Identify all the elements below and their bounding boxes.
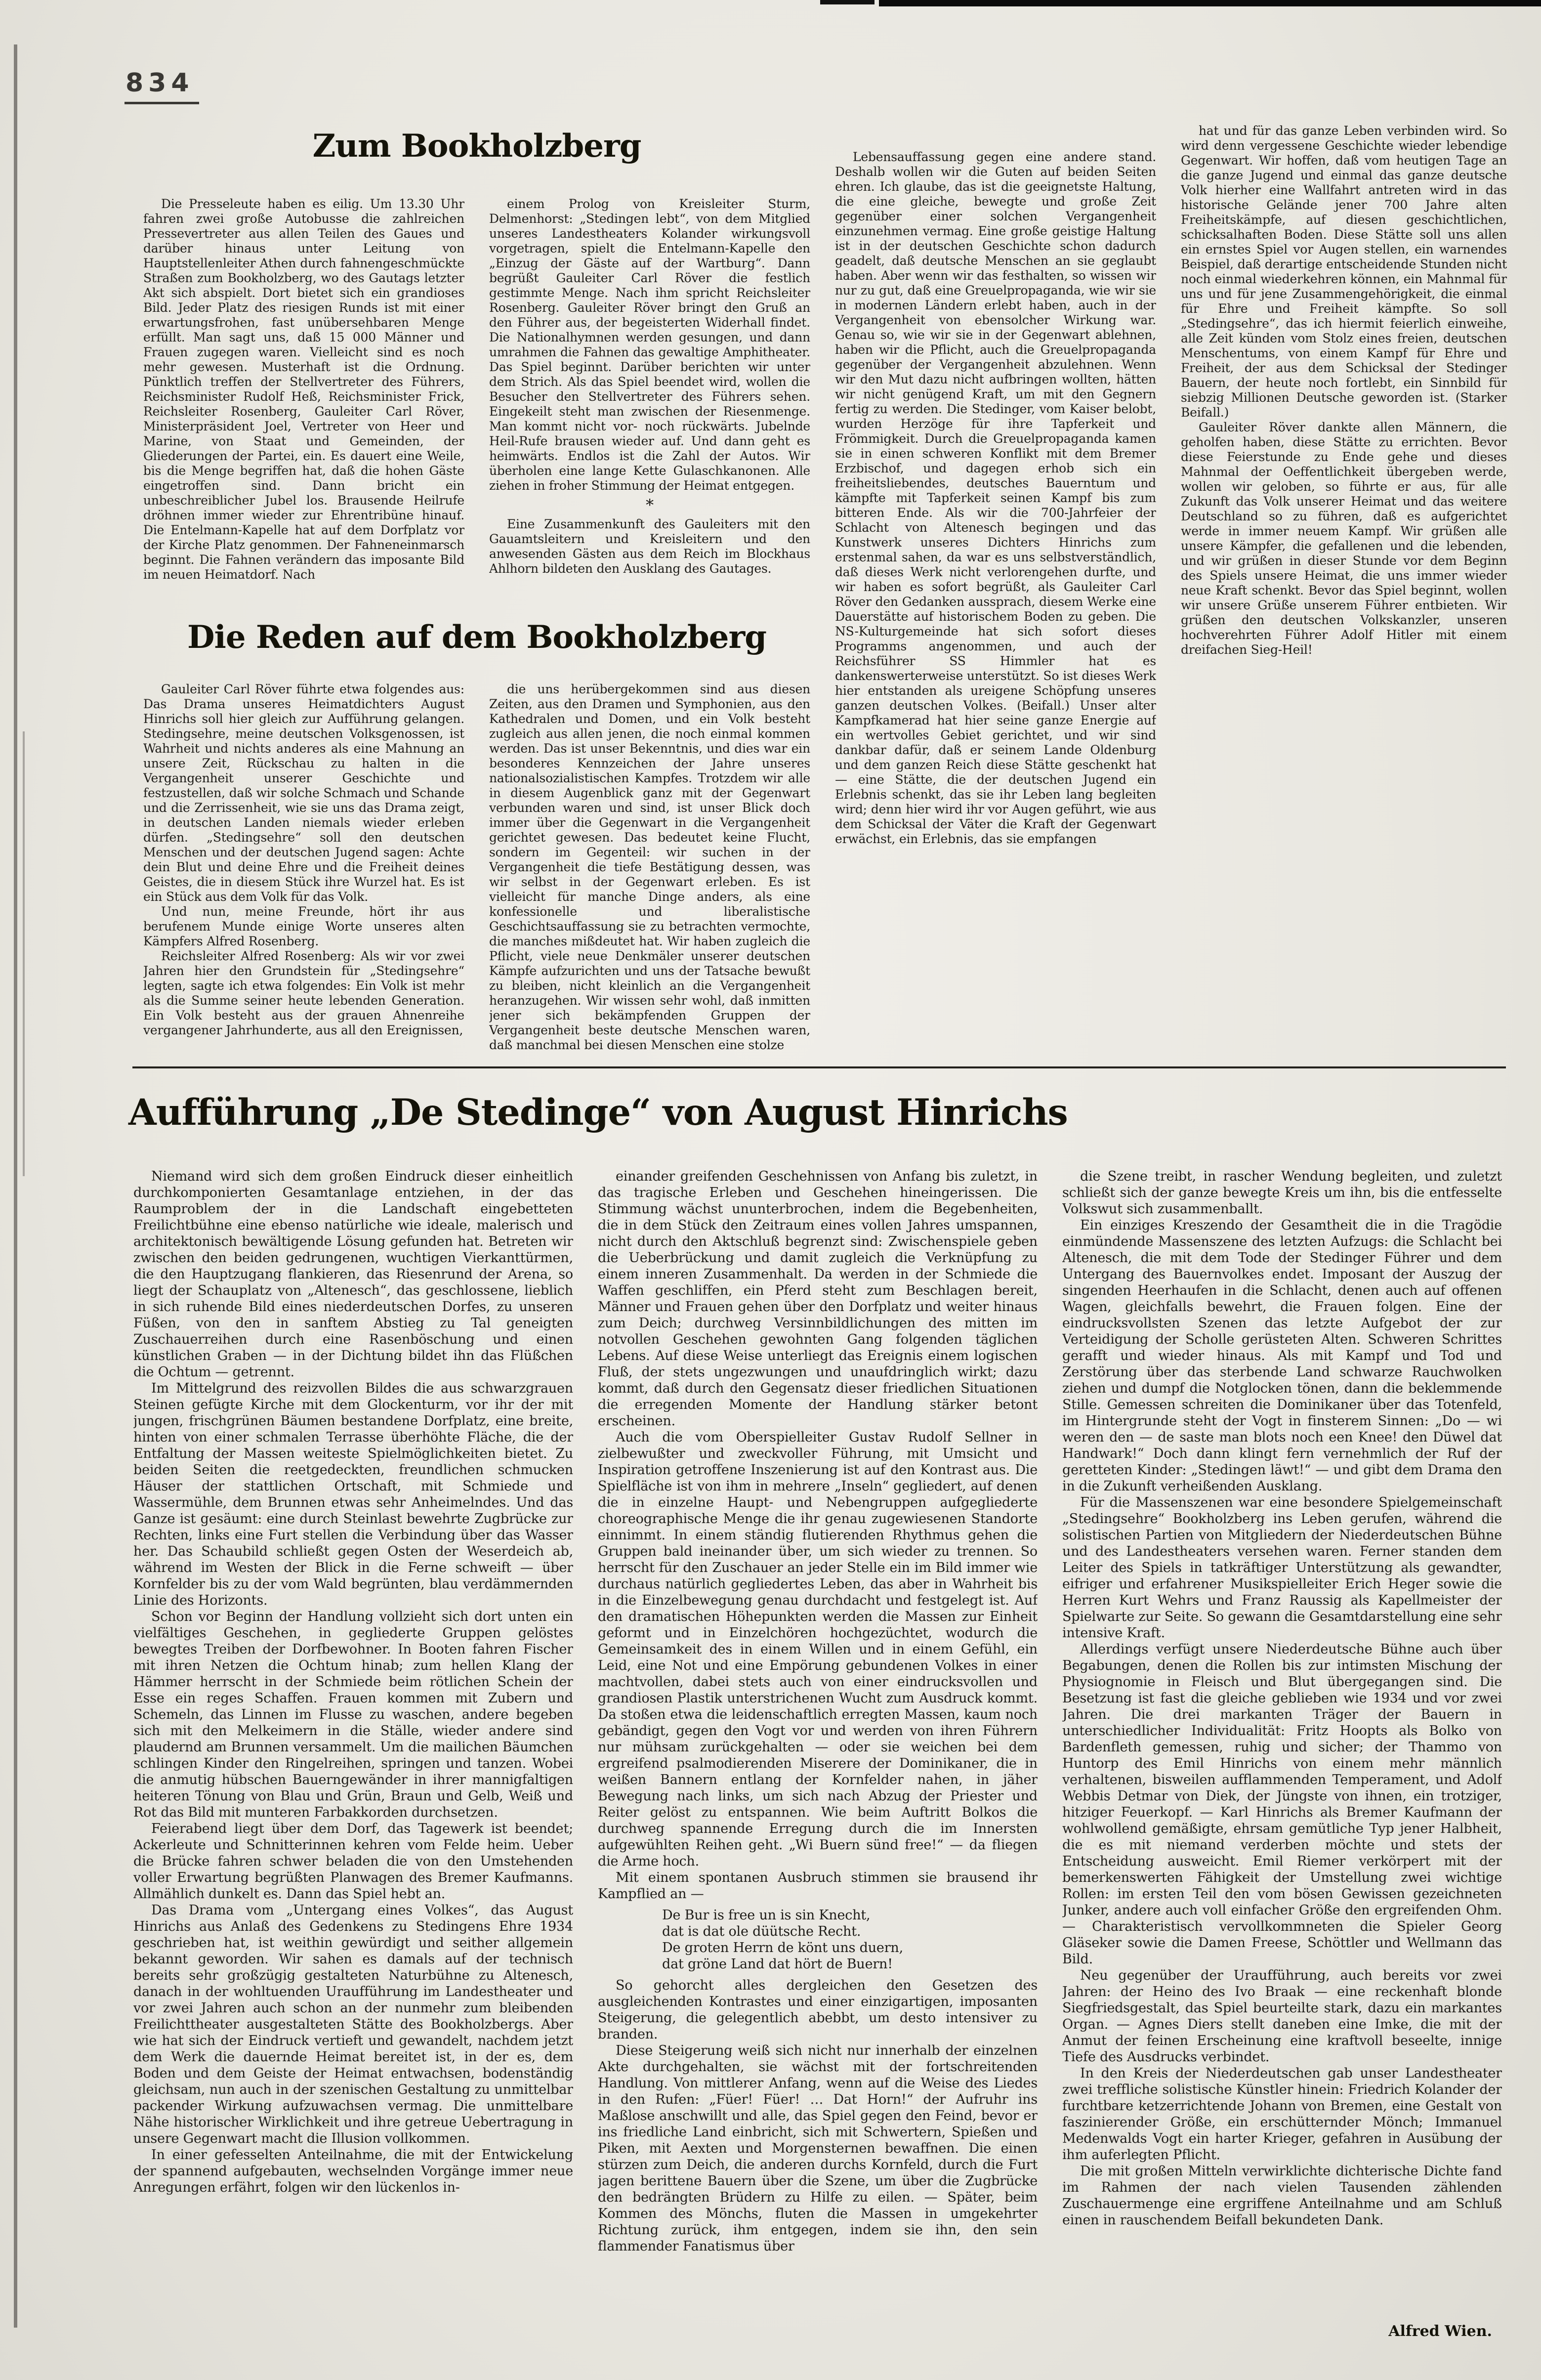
article3-column-2	[598, 1168, 1038, 2351]
headline-auffuehrung-de-stedinge: Aufführung „De Stedinge“ von August Hinrichs	[128, 1091, 1068, 1134]
article3-column-3	[1062, 1168, 1502, 2310]
verse-line: De Bur is free un is sin Knecht,	[662, 1908, 871, 1923]
verse-line: De groten Herrn de könt uns duern,	[662, 1940, 903, 1955]
scan-artifact-left-edge-2	[23, 731, 25, 1176]
paragraph: die Szene treibt, in rascher Wendung begleiten, und zuletzt schließt sich der ganze bewegte Kreis um ihn, bis die entfesselte Volkswut sich zusammenballt.	[1062, 1169, 1502, 1217]
article2-column-4	[1181, 124, 1507, 1055]
verse-line: dat is dat ole düütsche Recht.	[662, 1924, 861, 1939]
article2-column-1	[143, 682, 464, 1055]
paragraph: So gehorcht alles dergleichen den Gesetzen des ausgleichenden Kontrastes und einer einzigartigen, imposanten Steigerung, die gelegentlich abebbt, um desto intensiver zu branden.	[598, 1978, 1038, 2042]
paragraph: Die mit großen Mitteln verwirklichte dichterische Dichte fand im Rahmen der nach vielen Tausenden zählenden Zuschauermenge eine ergriffene Anteilnahme und am Schluß einen in rauschendem Beifall bekundeten Dank.	[1062, 2164, 1502, 2228]
paragraph: Für die Massenszenen war eine besondere Spielgemeinschaft „Stedingsehre“ Bookholzberg ins Leben gerufen, während die solistischen Partien von Mitgliedern der Niederdeutschen Bühne und des Landestheaters versehen waren. Ferner standen dem Leiter des Spiels in tatkräftiger Unterstützung als gewandter, eifriger und erfahrener Musikspielleiter Erich Heger sowie die Herren Kurt Wehrs und Franz Raussig als Kapellmeister der Spielwarte zur Seite. So gewann die Gesamtdarstellung eine sehr intensive Kraft.	[1062, 1495, 1502, 1641]
headline-zum-bookholzberg: Zum Bookholzberg	[312, 128, 641, 165]
article1-column-2-text	[489, 197, 810, 493]
peasant-song-verse	[662, 1907, 1038, 1972]
scan-artifact-top-bar	[879, 0, 1541, 6]
page-number: 834	[125, 68, 199, 104]
paragraph: Und nun, meine Freunde, hört ihr aus berufenem Munde einige Worte unseres alten Kämpfers Alfred Rosenberg.	[143, 904, 464, 948]
article2-column-3	[835, 150, 1156, 1055]
paragraph: Mit einem spontanen Ausbruch stimmen sie brausend ihr Kampflied an —	[598, 1870, 1038, 1902]
article1-column-1	[143, 197, 464, 618]
article1-column-2	[489, 197, 810, 618]
asterisk-separator: *	[646, 496, 654, 514]
paragraph: Schon vor Beginn der Handlung vollzieht sich dort unten ein vielfältiges Geschehen, in gegliederte Gruppen gelöstes bewegtes Treiben der Dorfbewohner. In Booten fahren Fischer mit ihren Netzen die Ochtum hinab; zum hellen Klang der Hämmer herrscht in der Schmiede beim rötlichen Schein der Esse ein reges Schaffen. Frauen kommen mit Zubern und Schemeln, das Linnen im Flusse zu waschen, andere begeben sich mit den Melkeimern in die Ställe, wieder andere sind plaudernd am Brunnen versammelt. Um die mailichen Bäumchen schlingen Kinder den Ringelreihen, springen und tanzen. Wobei die anmutig hübschen Bauerngewänder in ihrer mannigfaltigen heiteren Tönung von Blau und Grün, Braun und Gelb, Weiß und Rot das Bild mit munteren Farbakkorden durchsetzen.	[133, 1609, 573, 1820]
paragraph: Reichsleiter Alfred Rosenberg: Als wir vor zwei Jahren hier den Grundstein für „Stedingsehre“ legten, sagte ich etwa folgendes: Ein Volk ist mehr als die Summe seiner heute lebenden Generation. Ein Volk besteht aus der grauen Ahnenreihe vergangener Jahrhunderte, aus all den Ereignissen,	[143, 949, 464, 1037]
paragraph: Neu gegenüber der Uraufführung, auch bereits vor zwei Jahren: der Heino des Ivo Braak — eine reckenhaft blonde Siegfriedsgestalt, das Spiel beurteilte stark, dazu ein markantes Organ. — Agnes Diers stellt daneben eine Imke, die mit der Anmut der feinen Erscheinung eine kraftvoll beseelte, innige Tiefe des Ausdrucks verbindet.	[1062, 1968, 1502, 2065]
verse-line: dat gröne Land dat hört de Buern!	[662, 1956, 893, 1972]
paragraph: Das Drama vom „Untergang eines Volkes“, das August Hinrichs aus Anlaß des Gedenkens zu Stedingens Ehre 1934 geschrieben hat, ist weithin gewürdigt und seither allgemein bekannt geworden. Wir sahen es damals auf der technisch bereits sehr großzügig gestalteten Naturbühne zu Altenesch, danach in der wohltuenden Uraufführung im Landestheater und vor zwei Jahren auch schon an der nunmehr zum bleibenden Freilichttheater ausgestalteten Stätte des Bookholzbergs. Aber wie hat sich der Eindruck vertieft und gewandelt, nachdem jetzt dem Werk die dauernde Heimat bereitet ist, in der es, dem Boden und dem Geiste der Heimat entwachsen, bodenständig gleichsam, nun auch in der szenischen Gestaltung zu unmittelbar packender Wirkung aufzuwachsen vermag. Die unmittelbare Nähe historischer Wirklichkeit und ihre getreue Uebertragung in unsere Gegenwart macht die Illusion vollkommen.	[133, 1903, 573, 2146]
headline-die-reden: Die Reden auf dem Bookholzberg	[187, 619, 766, 656]
paragraph: In einer gefesselten Anteilnahme, die mit der Entwickelung der spannend aufgebauten, wechselnden Vorgänge immer neue Anregungen erfährt, folgen wir den lückenlos in-	[133, 2147, 573, 2195]
paragraph: einem Prolog von Kreisleiter Sturm, Delmenhorst: „Stedingen lebt“, von dem Mitglied unseres Landestheaters Kolander wirkungsvoll vorgetragen, spielt die Entelmann-Kapelle den „Einzug der Gäste auf der Wartburg“. Dann begrüßt Gauleiter Carl Röver die festlich gestimmte Menge. Nach ihm spricht Reichsleiter Rosenberg. Gauleiter Röver bringt den Gruß an den Führer aus, der begeisterten Widerhall findet. Die Nationalhymnen werden gesungen, und dann umrahmen die Fahnen das gewaltige Amphitheater. Das Spiel beginnt. Darüber berichten wir unter dem Strich. Als das Spiel beendet wird, wollen die Besucher den Stellvertreter des Führers sehen. Eingekeilt steht man zwischen der Riesenmenge. Man kommt nicht vor- noch rückwärts. Jubelnde Heil-Rufe brausen wieder auf. Und dann geht es heimwärts. Endlos ist die Zahl der Autos. Wir überholen eine lange Kette Gulaschkanonen. Alle ziehen in froher Stimmung der Heimat entgegen.	[489, 197, 810, 493]
paragraph: Gauleiter Carl Röver führte etwa folgendes aus: Das Drama unseres Heimatdichters August Hinrichs soll hier gleich zur Aufführung gelangen. Stedingsehre, meine deutschen Volksgenossen, ist Wahrheit und nichts anderes als eine Mahnung an unsere Zeit, Rückschau zu halten in die Vergangenheit unserer Geschichte und festzustellen, daß wir solche Schmach und Schande und die Zerrissenheit, wie sie uns das Drama zeigt, in deutschen Landen niemals wieder erleben dürfen. „Stedingsehre“ soll den deutschen Menschen und der deutschen Jugend sagen: Achte dein Blut und deine Ehre und die Freiheit deines Geistes, die in diesem Stück ihre Wurzel hat. Es ist ein Stück aus dem Volk für das Volk.	[143, 682, 464, 904]
scan-artifact-top-dash	[820, 0, 875, 4]
paragraph: Eine Zusammenkunft des Gauleiters mit den Gauamtsleitern und Kreisleitern und den anwesenden Gästen aus dem Reich im Blockhaus Ahlhorn bildeten den Ausklang des Gautages.	[489, 517, 810, 576]
paragraph: hat und für das ganze Leben verbinden wird. So wird denn vergessene Geschichte wieder lebendige Gegenwart. Wir hoffen, daß vom heutigen Tage an die ganze Jugend und einmal das ganze deutsche Volk hierher eine Wallfahrt antreten wird in das historische Gelände jener 700 Jahre alten Freiheitskämpfe, auf diesen geschichtlichen, schicksalhaften Boden. Diese Stätte soll uns allen ein ernstes Spiel vor Augen stellen, ein warnendes Beispiel, daß derartige entscheidende Stunden nicht noch einmal wiederkehren können, ein Mahnmal für uns und für jene Zusammengehörigkeit, die einmal für Ehre und Freiheit kämpfte. So soll „Stedingsehre“, das ich hiermit feierlich einweihe, alle Zeit künden vom Stolz eines freien, deutschen Menschentums, von einem Kampf für Ehre und Freiheit, der aus dem Schicksal der Stedinger Bauern, der heute noch fortlebt, ein Sinnbild für siebzig Millionen Deutsche geworden ist. (Starker Beifall.)	[1181, 124, 1507, 420]
article1-column-2-closing	[489, 517, 810, 576]
paragraph: einander greifenden Geschehnissen von Anfang bis zuletzt, in das tragische Erleben und Geschehen hineingerissen. Die Stimmung wächst ununterbrochen, indem die Begebenheiten, die in dem Stück den Zeitraum eines vollen Jahres umspannen, nicht durch den Aktschluß begrenzt sind: Zwischenspiele geben die Ueberbrückung und damit zugleich die Verknüpfung zu einem inneren Zusammenhalt. Da werden in der Schmiede die Waffen geschliffen, ein Pferd steht zum Beschlagen bereit, Männer und Frauen gehen über den Dorfplatz und weiter hinaus zum Deich; durchweg Versinnbildlichungen des mitten im notvollen Geschehen gewohnten Gang folgenden täglichen Lebens. Auf diese Weise unterliegt das Ereignis einem logischen Fluß, der stets ungezwungen und unaufdringlich wirkt; dazu kommt, daß durch den Gegensatz dieser friedlichen Situationen die erregenden Momente der Handlung stärker betont erscheinen.	[598, 1169, 1038, 1429]
article3-column-2-closing	[598, 1977, 1038, 2254]
section-divider-rule	[132, 1066, 1506, 1068]
byline-alfred-wien: Alfred Wien.	[1388, 2323, 1492, 2340]
paragraph: In den Kreis der Niederdeutschen gab unser Landestheater zwei treffliche solistische Künstler hinein: Friedrich Kolander der furchtbare ketzerrichtende Johann von Bremen, eine Gestalt von faszinierender Größe, ein erschütternder Mönch; Immanuel Medenwalds Vogt ein harter Krieger, gefahren in Ausübung der ihm auferlegten Pflicht.	[1062, 2066, 1502, 2163]
paragraph: Ein einziges Kreszendo der Gesamtheit die in die Tragödie einmündende Massenszene des letzten Aufzugs: die Schlacht bei Altenesch, die mit dem Tode der Stedinger Führer und dem Untergang des Bauernvolkes endet. Imposant der Auszug der singenden Heerhaufen in die Schlacht, denen auch auf offenen Wagen, gleichfalls bewehrt, die Frauen folgen. Eine der eindrucksvollsten Szenen das letzte Aufgebot der zur Verteidigung der Scholle gerüsteten Alten. Schweren Schrittes gerafft und wieder hinaus. Als mit Kampf und Tod und Zerstörung über das sterbende Land schwarze Rauchwolken ziehen und dumpf die Notglocken tönen, dann die beklemmende Stille. Gemessen schreiten die Dominikaner über das Totenfeld, im Hintergrunde steht der Vogt in finsterem Sinnen: „Do — wi weren den — de saste man blots noch een Knee! den Düwel dat Handwark!“ Doch dann klingt fern vernehmlich der Ruf der geretteten Kinder: „Stedingen läwt!“ — und gibt dem Drama den in die Zukunft verheißenden Ausklang.	[1062, 1218, 1502, 1494]
paragraph: Feierabend liegt über dem Dorf, das Tagewerk ist beendet; Ackerleute und Schnitterinnen kehren vom Felde heim. Ueber die Brücke fahren schwer beladen die von den Umstehenden voller Erwartung begrüßten Planwagen des Bremer Kaufmanns. Allmählich dunkelt es. Dann das Spiel hebt an.	[133, 1821, 573, 1902]
paragraph: Niemand wird sich dem großen Eindruck dieser einheitlich durchkomponierten Gesamtanlage entziehen, in der das Raumproblem der in die Landschaft eingebetteten Freilichtbühne eine ebenso natürliche wie ideale, malerisch und architektonisch bewältigende Lösung gefunden hat. Betreten wir zwischen den beiden gedrungenen, wuchtigen Vierkanttürmen, die den Hauptzugang flankieren, das Riesenrund der Arena, so liegt der Schauplatz von „Altenesch“, das geschlossene, lieblich in sich ruhende Bild eines niederdeutschen Dorfes, zu unseren Füßen, von den in sanftem Abstieg zu Tal geneigten Zuschauerreihen durch eine Rasenböschung und einen künstlichen Graben — in der Dichtung bildet ihn das Flüßchen die Ochtum — getrennt.	[133, 1169, 573, 1380]
paragraph: Diese Steigerung weiß sich nicht nur innerhalb der einzelnen Akte durchgehalten, sie wächst mit der fortschreitenden Handlung. Von mittlerer Anfang, wenn auf die Weise des Liedes in den Rufen: „Füer! Füer! … Dat Horn!“ der Aufruhr ins Maßlose anschwillt und alle, das Spiel gegen den Feind, bevor er ins friedliche Land einbricht, sich mit Schwertern, Spießen und Piken, mit Aexten und Morgensternen bewaffnen. Die einen stürzen zum Deich, die anderen durchs Kornfeld, durch die Furt jagen berittene Bauern über die Szene, um über die Zugbrücke den bedrängten Brüdern zu Hilfe zu eilen. — Später, beim Kommen des Mönchs, fluten die Massen in umgekehrter Richtung zurück, ihm entgegen, indem sie ihn, den sein flammender Fanatismus über	[598, 2043, 1038, 2254]
paragraph: Im Mittelgrund des reizvollen Bildes die aus schwarzgrauen Steinen gefügte Kirche mit dem Glockenturm, vor ihr der mit jungen, frischgrünen Bäumen bestandene Dorfplatz, eine breite, hinten von einer schmalen Terrasse überhöhte Fläche, die der Entfaltung der Massen weiteste Spielmöglichkeiten bietet. Zu beiden Seiten die reetgedeckten, freundlichen schmucken Häuser der stattlichen Ortschaft, mit Schmiede und Wassermühle, dem Brunnen etwas sehr Anheimelndes. Und das Ganze ist gesäumt: eine durch Steinlast bewehrte Zugbrücke zur Rechten, links eine Furt stellen die Verbindung über das Wasser her. Das Schaubild schließt gegen Osten der Weserdeich ab, während im Westen der Blick in die Ferne schweift — über Kornfelder bis zu der vom Wald begrünten, blau verdämmernden Linie des Horizonts.	[133, 1381, 573, 1608]
paragraph: Gauleiter Röver dankte allen Männern, die geholfen haben, diese Stätte zu errichten. Bevor diese Feierstunde zu Ende gehe und dieses Mahnmal der Oeffentlichkeit übergeben werde, wollen wir geloben, so führte er aus, für alle Zukunft das Volk unserer Heimat und das weitere Deutschland so zu führen, daß es aufgerichtet werde in immer neuem Kampf. Wir grüßen alle unsere Kämpfer, die gefallenen und die lebenden, und wir grüßen in dieser Stunde vor dem Beginn des Spiels unsere Heimat, die uns immer wieder neue Kraft schenkt. Bevor das Spiel beginnt, wollen wir unsere Grüße unserem Führer entbieten. Wir grüßen den deutschen Volkskanzler, unseren hochverehrten Führer Adolf Hitler mit einem dreifachen Sieg-Heil!	[1181, 420, 1507, 657]
paragraph: Allerdings verfügt unsere Niederdeutsche Bühne auch über Begabungen, denen die Rollen bis zur intimsten Mischung der Physiognomie in Fleisch und Blut übergegangen sind. Die Besetzung ist fast die gleiche geblieben wie 1934 und vor zwei Jahren. Die drei markanten Träger der Bauern in unterschiedlicher Individualität: Fritz Hoopts als Bolko von Bardenfleth gemessen, ruhig und sicher; der Thammo von Huntorp des Emil Hinrichs von einem mehr männlich verhaltenen, bisweilen aufflammenden Temperament, und Adolf Webbis Detmar von Diek, der Jüngste von ihnen, ein trotziger, hitziger Feuerkopf. — Karl Hinrichs als Bremer Kaufmann der wohlwollend gemäßigte, ehrsam gemütliche Typ jener Halbheit, die es mit niemand verderben möchte und stets der Entscheidung ausweicht. Emil Riemer verkörpert mit der bemerkenswerten Fähigkeit der Umstellung zwei wichtige Rollen: im ersten Teil den vom bösen Gewissen gezeichneten Junker, andere auch voll einfacher Größe den ergreifenden Ohm. — Charakteristisch vervollkommneten die Spieler Georg Gläseker sowie die Damen Freese, Schöttler und Wellmann das Bild.	[1062, 1642, 1502, 1967]
article2-column-2	[489, 682, 810, 1055]
article3-column-1	[133, 1168, 573, 2351]
article3-column-2-text	[598, 1168, 1038, 1902]
paragraph: die uns herübergekommen sind aus diesen Zeiten, aus den Dramen und Symphonien, aus den Kathedralen und Domen, und ein Volk besteht zugleich aus allen jenen, die noch einmal kommen werden. Das ist unser Bekenntnis, und dies war ein besonderes Kennzeichen der Jahre unseres nationalsozialistischen Kampfes. Trotzdem wir alle in diesem Augenblick ganz mit der Gegenwart verbunden waren und sind, ist unser Blick doch immer über die Gegenwart in die Vergangenheit gerichtet gewesen. Das bedeutet keine Flucht, sondern im Gegenteil: wir suchen in der Vergangenheit die tiefe Bestätigung dessen, was wir selbst in der Gegenwart erleben. Es ist vielleicht für manche Dinge anders, als eine konfessionelle und liberalistische Geschichtsauffassung sie zu betrachten vermochte, die manches mißdeutet hat. Wir haben zugleich die Pflicht, viele neue Denkmäler unserer deutschen Kämpfe aufzurichten und uns der Tatsache bewußt zu bleiben, nicht kleinlich an die Vergangenheit heranzugehen. Wir wissen sehr wohl, daß inmitten jener sich bekämpfenden Gruppen der Vergangenheit beste deutsche Menschen waren, daß manchmal bei diesen Menschen eine stolze	[489, 682, 810, 1052]
paragraph: Lebensauffassung gegen eine andere stand. Deshalb wollen wir die Guten auf beiden Seiten ehren. Ich glaube, das ist die geeignetste Haltung, die eine gleiche, bewegte und große Zeit gegenüber einer solchen Vergangenheit einzunehmen vermag. Eine große geistige Haltung ist in der deutschen Geschichte schon dadurch geadelt, daß deutsche Menschen an sie geglaubt haben. Aber wenn wir das festhalten, so wissen wir nur zu gut, daß eine Greuelpropaganda, wie wir sie in modernen Ländern erlebt haben, auch in der Vergangenheit von ebensolcher Wirkung war. Genau so, wie wir sie in der Gegenwart ablehnen, haben wir die Pflicht, auch die Greuelpropaganda gegenüber der Vergangenheit abzulehnen. Wenn wir den Mut dazu nicht aufbringen wollten, hätten wir nicht genügend Kraft, um mit den Gegnern fertig zu werden. Die Stedinger, vom Kaiser belobt, wurden Herzöge für ihre Tapferkeit und Frömmigkeit. Durch die Greuelpropaganda kamen sie in einen schweren Konflikt mit dem Bremer Erzbischof, und dagegen erhob sich ein freiheitsliebendes, deutsches Bauerntum und kämpfte mit Tapferkeit seinen Kampf bis zum bitteren Ende. Als wir die 700-Jahrfeier der Schlacht von Altenesch begingen und das Kunstwerk unseres Dichters Hinrichs zum erstenmal sahen, da war es uns selbstverständlich, daß dieses Werk nicht verlorengehen durfte, und wir haben es sofort begrüßt, als Gauleiter Carl Röver den Gedanken aussprach, diesem Werke eine Dauerstätte auf historischem Boden zu geben. Die NS-Kulturgemeinde hat sich sofort dieses Programms angenommen, und auch der Reichsführer SS Himmler hat es dankenswerterweise unterstützt. So ist dieses Werk hier entstanden als ureigene Schöpfung unseres ganzen deutschen Volkes. (Beifall.) Unser alter Kampfkamerad hat hier seine ganze Energie auf ein wertvolles Gebiet gerichtet, und wir sind dankbar dafür, daß er seinem Lande Oldenburg und dem ganzen Reich diese Stätte geschenkt hat — eine Stätte, die der deutschen Jugend ein Erlebnis schenkt, das sie ihr Leben lang begleiten wird; denn hier wird ihr vor Augen geführt, wie aus dem Schicksal der Väter die Kraft der Gegenwart erwächst, ein Erlebnis, das sie empfangen	[835, 150, 1156, 846]
paragraph: Auch die vom Oberspielleiter Gustav Rudolf Sellner in zielbewußter und zweckvoller Führung, mit Umsicht und Inspiration getroffene Inszenierung ist auf den Kontrast aus. Die Spielfläche ist von ihm in mehrere „Inseln“ gegliedert, auf denen die in einzelne Haupt- und Nebengruppen aufgegliederte choreographische Menge die ihr genau zugewiesenen Standorte einnimmt. In einem ständig flutierenden Rhythmus gehen die Gruppen bald ineinander über, um sich wieder zu trennen. So herrscht für den Zuschauer an jeder Stelle ein im Bild immer wie durchaus natürlich gegliedertes Leben, das aber in Wahrheit bis in die Einzelbewegung genau durchdacht und festgelegt ist. Auf den dramatischen Höhepunkten werden die Massen zur Einheit geformt und in Einzelchören hochgezüchtet, wodurch die Gemeinsamkeit des in einem Willen und in einem Gefühl, ein Leid, eine Not und eine Empörung gebundenen Volkes in einer machtvollen, dabei stets auch von einer eindrucksvollen und grandiosen Plastik unterstrichenen Wucht zum Ausdruck kommt. Da stoßen etwa die leidenschaftlich erregten Massen, kaum noch gebändigt, gegen den Vogt vor und werden von ihren Führern nur mühsam zurückgehalten — oder sie weichen bei dem ergreifend psalmodierenden Miserere der Dominikaner, die in weißen Bannern entlang der Kornfelder nahen, in jäher Bewegung nach links, um sich nach Abzug der Priester und Reiter gelöst zu entspannen. Wie beim Auftritt Bolkos die durchweg spannende Erregung durch die im Innersten aufgewühlten Reihen geht. „Wi Buern sünd free!“ — da fliegen die Arme hoch.	[598, 1430, 1038, 1869]
paragraph: Die Presseleute haben es eilig. Um 13.30 Uhr fahren zwei große Autobusse die zahlreichen Pressevertreter aus allen Teilen des Gaues und darüber hinaus unter Leitung von Hauptstellenleiter Athen durch fahnengeschmückte Straßen zum Bookholzberg, wo des Gautags letzter Akt sich abspielt. Dort bietet sich ein grandioses Bild. Jeder Platz des riesigen Runds ist mit einer erwartungsfrohen, fast unübersehbaren Menge erfüllt. Man sagt uns, daß 15 000 Männer und Frauen zugegen waren. Vielleicht sind es noch mehr gewesen. Musterhaft ist die Ordnung. Pünktlich treffen der Stellvertreter des Führers, Reichsminister Rudolf Heß, Reichsminister Frick, Reichsleiter Rosenberg, Gauleiter Carl Röver, Ministerpräsident Joel, Vertreter von Heer und Marine, von Staat und Gemeinden, der Gliederungen der Partei, ein. Es dauert eine Weile, bis die Menge begriffen hat, daß die hohen Gäste eingetroffen sind. Dann bricht ein unbeschreiblicher Jubel los. Brausende Heilrufe dröhnen immer wieder zur Ehrentribüne hinauf. Die Entelmann-Kapelle hat auf dem Dorfplatz vor der Kirche Platz genommen. Der Fahneneinmarsch beginnt. Die Fahnen verändern das imposante Bild im neuen Heimatdorf. Nach	[143, 197, 464, 582]
scan-artifact-left-edge	[14, 44, 17, 2328]
